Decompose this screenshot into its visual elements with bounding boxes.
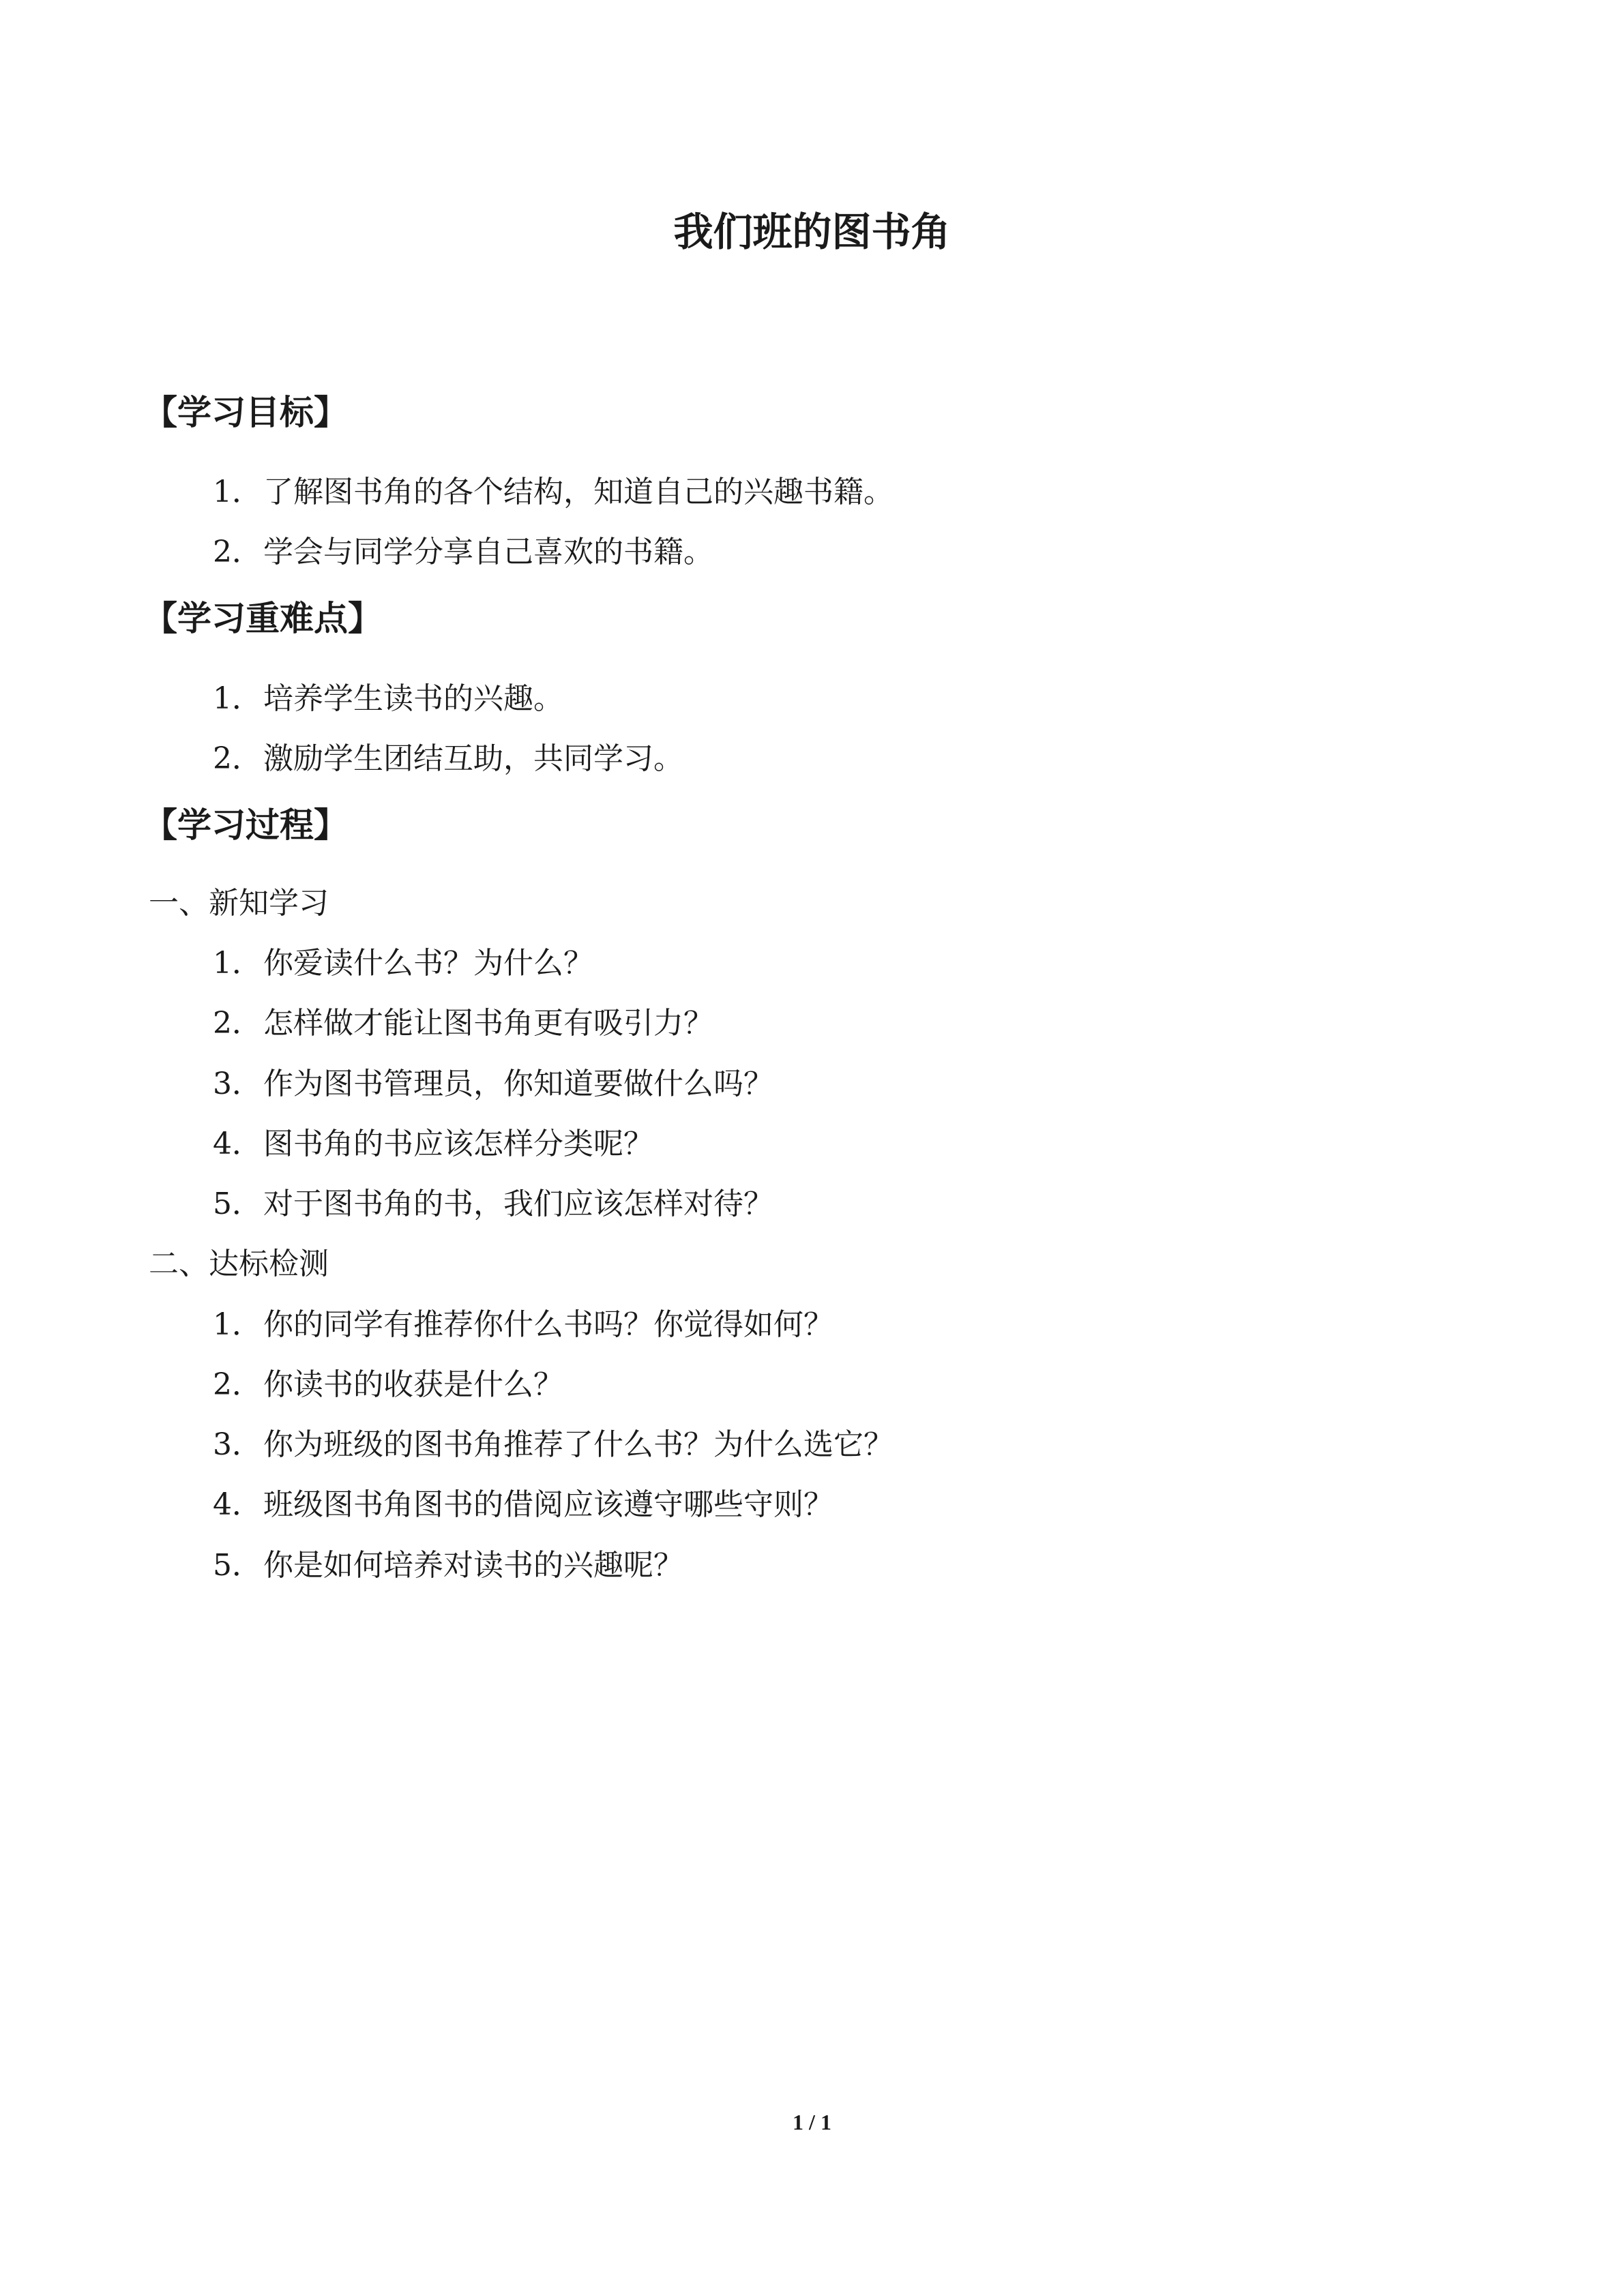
question-item [213, 1303, 833, 1347]
question-item [213, 1062, 773, 1106]
item-number: 2． [213, 741, 262, 776]
item-number: 2． [213, 1006, 262, 1041]
item-text: 你是如何培养对读书的兴趣呢？ [263, 1548, 683, 1583]
sub-heading-assessment: 二、达标检测 [149, 1247, 329, 1281]
item-text: 你的同学有推荐你什么书吗？你觉得如何？ [263, 1307, 833, 1342]
question-item [213, 1544, 683, 1587]
question-item [213, 1182, 773, 1226]
item-number: 4． [213, 1487, 262, 1522]
item-number: 1． [213, 1307, 262, 1342]
item-text: 培养学生读书的兴趣。 [263, 681, 563, 716]
item-text: 对于图书角的书，我们应该怎样对待？ [263, 1187, 773, 1221]
section-heading-process: 【学习过程】 [143, 805, 348, 845]
item-number: 1． [213, 681, 262, 716]
item-text: 你为班级的图书角推荐了什么书？为什么选它？ [263, 1427, 894, 1462]
section-heading-key-points: 【学习重难点】 [143, 599, 382, 638]
item-number: 2． [213, 1367, 262, 1402]
item-text: 作为图书管理员，你知道要做什么吗？ [263, 1067, 773, 1101]
question-item [213, 1002, 713, 1045]
document-title: 我们班的图书角 [673, 209, 951, 255]
question-item [213, 1122, 653, 1166]
item-text: 学会与同学分享自己喜欢的书籍。 [263, 535, 713, 569]
sub-heading-new-knowledge: 一、新知学习 [149, 886, 329, 921]
question-item [213, 1363, 563, 1407]
item-text: 你读书的收获是什么？ [263, 1367, 563, 1402]
item-number: 3． [213, 1067, 262, 1101]
item-number: 1． [213, 475, 262, 509]
question-item [213, 942, 593, 985]
item-number: 5． [213, 1548, 262, 1583]
goal-item [213, 531, 713, 574]
item-text: 班级图书角图书的借阅应该遵守哪些守则？ [263, 1487, 833, 1522]
section-heading-goals: 【学习目标】 [143, 393, 348, 432]
item-number: 5． [213, 1187, 262, 1221]
goal-item [213, 471, 894, 514]
item-text: 怎样做才能让图书角更有吸引力？ [263, 1006, 713, 1041]
item-text: 激励学生团结互助，共同学习。 [263, 741, 683, 776]
item-number: 1． [213, 946, 262, 981]
key-point-item [213, 677, 563, 721]
item-text: 你爱读什么书？为什么？ [263, 946, 593, 981]
item-text: 了解图书角的各个结构，知道自己的兴趣书籍。 [263, 475, 894, 509]
item-number: 4． [213, 1127, 262, 1161]
page-number: 1 / 1 [793, 2110, 831, 2134]
item-number: 2． [213, 535, 262, 569]
key-point-item [213, 737, 683, 781]
question-item [213, 1483, 833, 1527]
item-text: 图书角的书应该怎样分类呢？ [263, 1127, 653, 1161]
question-item [213, 1423, 894, 1467]
item-number: 3． [213, 1427, 262, 1462]
